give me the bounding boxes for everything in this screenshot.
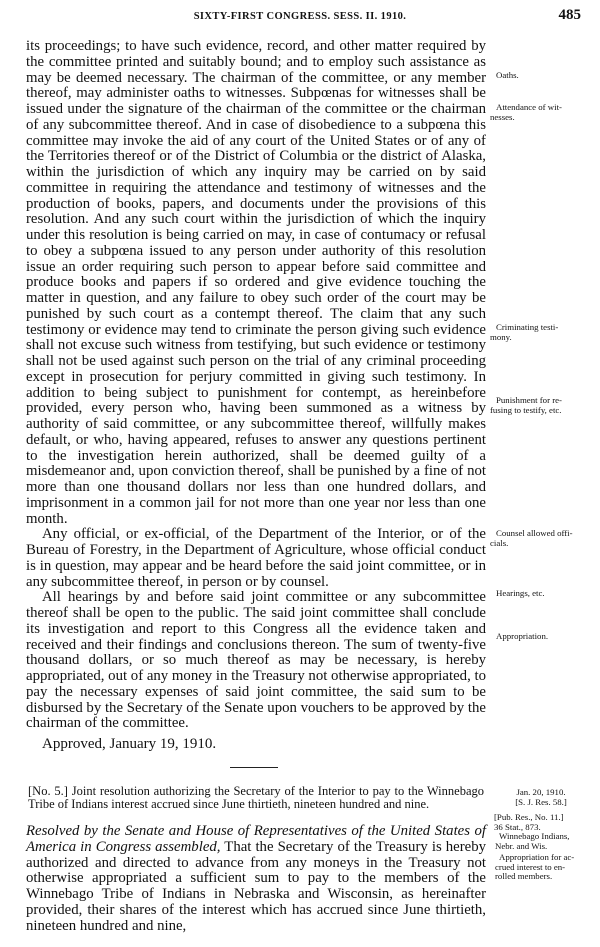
paragraph-2: Any official, or ex-official, of the Department of the Interior, or of the Bureau of Forestry, in the Department of Agriculture, whose official conduct is in question, may appear and be heard before the said joint committee, or in any subcommittee thereof, in person or by counsel. <box>26 526 486 590</box>
margin-note-line: Criminating testi- <box>496 322 559 332</box>
section-divider <box>230 767 278 768</box>
margin-note-line: mony. <box>490 331 512 342</box>
margin-note-line: nesses. <box>490 111 515 122</box>
margin-note-appropriation: Appropriation. <box>496 631 549 641</box>
margin-note-line: Nebr. and Wis. <box>495 840 548 851</box>
margin-note-line: Counsel allowed offi- <box>496 528 573 538</box>
page-number: 485 <box>558 7 581 23</box>
main-text <box>26 39 486 732</box>
margin-note-hearings: Hearings, etc. <box>496 588 545 598</box>
running-title: SIXTY-FIRST CONGRESS. SESS. II. 1910. <box>193 11 407 22</box>
margin-note-line: Appropriation for ac- <box>499 852 575 862</box>
margin-note-line: Attendance of wit- <box>496 102 562 112</box>
margin-note-pub-res <box>494 813 564 832</box>
margin-note-line: Punishment for re- <box>496 395 562 405</box>
margin-note-criminating <box>490 322 559 342</box>
margin-note-line: crued interest to en- <box>495 861 566 872</box>
enacting-clause: Resolved by the Senate and House of Representatives of the United States of America in Congress assembled, <box>26 823 486 855</box>
running-header <box>0 7 600 29</box>
paragraph-3: All hearings by and before said joint committee or any subcommittee thereof shall be open to the public. The said joint committee shall conclude its investigation and report to this Congress all the evidence taken and received and their findings and conclusions thereon. The sum of twenty-five thousand dollars, or so much thereof as may be necessary, is hereby appropriated, out of any money in the Treasury not otherwise appropriated, to pay the necessary expenses of said joint committee, the said sum to be disbursed by the Secretary of the Senate upon vouchers to be approved by the chairman of the committee. <box>26 589 486 732</box>
margin-note-date <box>492 788 590 807</box>
margin-note-line: cials. <box>490 537 509 548</box>
resolution-body <box>26 824 486 934</box>
paragraph-1: its proceedings; to have such evidence, record, and other matter required by the committee printed and suitably bound; and to employ such assistance as may be deemed necessary. The chairman of the committee, or any member thereof, may administer oaths to witnesses. Subpœnas for witnesses shall be issued under the signature of the chairman of the committee or the chairman of any subcommittee thereof. And in case of disobedience to a subpœna this committee may invoke the aid of any court of the United States or of any of the Territories thereof or of the District of Columbia or the district of Alaska, within the jurisdiction of which any inquiry may be carried on by said committee in requiring the attendance and testimony of witnesses and the production of books, papers, and documents under the provisions of this resolution. And any such court within the jurisdiction of which the inquiry under this resolution is being carried on may, in case of contumacy or refusal to obey a subpœna issued to any person under authority of this resolution issue an order requiring such person to appear before said committee and produce books and papers if so ordered and give evidence touching the matter in question, and any failure to obey such order of the court may be punished by such court as a contempt thereof. The claim that any such testimony or evidence may tend to criminate the person giving such evidence shall not excuse such witness from testifying, but such evidence or testimony shall not be used against such person on the trial of any criminal proceeding except in prosecution for perjury committed in giving such testimony. In addition to being subject to punishment for contempt, as hereinbefore provided, every person who, having been summoned as a witness by authority of said committee, or any subcommittee thereof, willfully makes default, or who, having appeared, refuses to answer any questions pertinent to the investigation herein authorized, shall be deemed guilty of a misdemeanor and, upon conviction thereof, shall be punished by a fine of not more than one thousand dollars nor less than one hundred dollars, and imprisonment in a common jail for not more than one year nor less than one month. <box>26 38 486 527</box>
approved-line: Approved, January 19, 1910. <box>42 736 217 752</box>
margin-note-line: Jan. 20, 1910. <box>516 787 566 797</box>
margin-note-line: 36 Stat., 873. <box>494 821 541 832</box>
resolution-heading: [No. 5.] Joint resolution authorizing the Secretary of the Interior to pay to the Winnebago Tribe of Indians interest accrued since June thirtieth, nineteen hundred and nine. <box>28 784 484 811</box>
margin-note-line: [Pub. Res., No. 11.] <box>494 812 564 822</box>
resolution-text: That the Secretary of the Treasury is hereby authorized and directed to advance from any moneys in the Treasury not otherwise appropriated a sufficient sum to pay to the members of the Winnebago Tribe of Indians in Nebraska and Wisconsin, as hereinafter provided, their shares of the interest which has accrued since June thirtieth, nineteen hundred and nine, <box>26 838 487 934</box>
margin-note-counsel <box>490 528 573 548</box>
margin-note-punishment <box>490 395 562 415</box>
margin-note-oaths: Oaths. <box>496 70 519 80</box>
margin-note-line: rolled members. <box>495 871 553 881</box>
margin-note-line: [S. J. Res. 58.] <box>515 796 567 807</box>
margin-note-winnebago <box>495 832 570 851</box>
margin-note-line: Winnebago Indians, <box>499 831 570 841</box>
margin-note-interest <box>495 853 574 882</box>
margin-note-attendance <box>490 102 562 122</box>
margin-note-line: fusing to testify, etc. <box>490 404 562 415</box>
